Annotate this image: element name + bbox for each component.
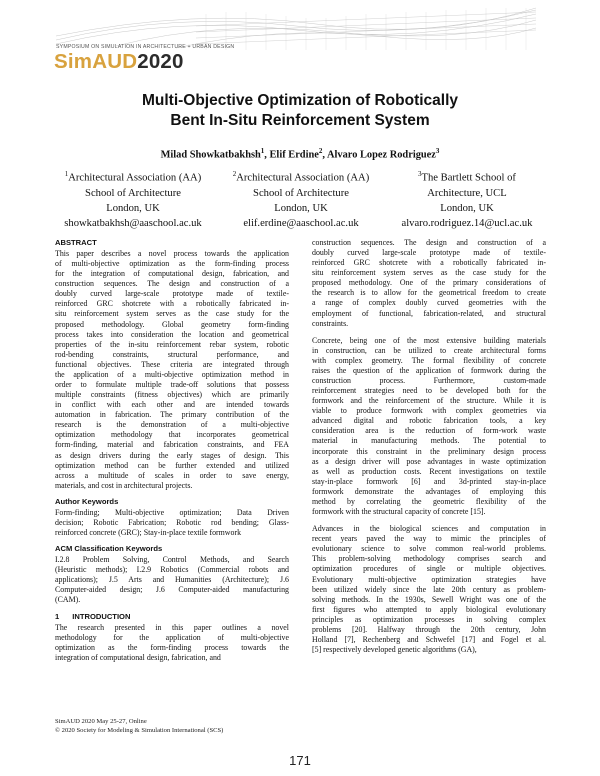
author-name: Milad Showkatbakhsh [160, 149, 261, 161]
text-line: properties of the in-situ reinforcement rebar system, robotic [55, 339, 289, 349]
footer-conference: SimAUD 2020 May 25-27, Online [55, 718, 147, 725]
affiliation-2: $^2$Architectural Association (AA) School of Architecture London, UK elif.erdine@aaschool.ac.uk [226, 167, 376, 231]
text-line: reinforcement strategies need to be developed both for the [312, 386, 546, 396]
text-line: viable to produce formwork with complex geometries via [312, 406, 546, 416]
affiliation-3: $^3$The Bartlett School of Architecture, UCL London, UK alvaro.rodriguez.14@ucl.ac.uk [392, 167, 542, 231]
text-line: optimization as the form-finding process towards the [55, 642, 289, 652]
text-line: construction sequences. The design and construction of a [55, 279, 289, 289]
text-line: research is the demonstration of a multi-objective [55, 420, 289, 430]
text-line: as well as production costs. Recent investigations on textile [312, 466, 546, 476]
text-line: recent years paved the way to mimic the principles of [312, 534, 546, 544]
text-line: construction process. Furthermore, custom-made [312, 376, 546, 386]
author-name: Elif Erdine [269, 149, 319, 161]
text-line: reinforced GRC shotcrete with a robotically fabricated in- [312, 258, 546, 268]
right-column [312, 238, 546, 655]
text-line: in conflict with each other and are intended towards [55, 400, 289, 410]
text-line: the research is to allow for the geometrical freedom to create [312, 288, 546, 298]
text-line: [5] respectively developed genetic algorithms (GA), [312, 645, 477, 655]
text-line: constraints. [312, 318, 349, 328]
keywords-heading: Author Keywords [55, 496, 119, 506]
text-line: as a design driver will pose advantages in waste optimization [312, 456, 546, 466]
text-line: optimization procedures of single or multiple objectives. [312, 564, 546, 574]
author-name: Alvaro Lopez Rodriguez [327, 149, 436, 161]
text-line: problems [20]. Halfway through the 20th century, John [312, 624, 546, 634]
text-line: methodology for the application of multi-objective [55, 632, 289, 642]
footer-copyright: © 2020 Society for Modeling & Simulation International (SCS) [55, 727, 224, 734]
paper-title [0, 91, 600, 131]
symposium-tagline: SYMPOSIUM ON SIMULATION IN ARCHITECTURE + URBAN DESIGN [56, 44, 235, 50]
text-line: integration of computational design, fabrication, and [55, 652, 221, 662]
text-line: formwork demonstrate the advantages of employing this [312, 486, 546, 496]
text-line: for the integration of computational design, fabrication, and [55, 269, 289, 279]
text-line: material in manufacturing methods. The potential to [312, 436, 546, 446]
author-email: alvaro.rodriguez.14@ucl.ac.uk [401, 217, 533, 229]
text-line: construction sequences. The design and construction of a [312, 238, 546, 247]
left-column [55, 238, 289, 663]
acm-heading: ACM Classification Keywords [55, 544, 163, 554]
paragraph [312, 238, 546, 329]
text-line: This paper describes a novel process towards the application [55, 249, 289, 258]
text-line: method by correlating the geometric flexibility of the [312, 496, 546, 506]
text-line: optimization methodology that incorporates geometrical [55, 430, 289, 440]
text-line: with complex geometry. The formal flexibility of concrete [312, 355, 546, 365]
title-line: Bent In-Situ Reinforcement System [170, 112, 430, 129]
text-line: (Heuristic methods); I.2.9 Robotics (Commercial robots and [55, 565, 289, 575]
text-line: formwork and the reinforcement of the structure. While it is [312, 396, 546, 406]
author-index: 3 [435, 147, 440, 155]
text-line: the application of a multi-objective optimization method in [55, 369, 289, 379]
text-line: Concrete, being one of the most extensive building materials [312, 335, 546, 345]
text-line: reinforced GRC shotcrete with a robotically fabricated in- [55, 299, 289, 309]
text-line: proposed methodology. Global geometry form-finding [55, 319, 289, 329]
text-line: first figures who attempted to apply biological evolutionary [312, 604, 546, 614]
text-line: Holland [7], Rechenberg and Schwefel [17] and Fogel et al. [312, 634, 546, 644]
author-email: elif.erdine@aaschool.ac.uk [243, 217, 359, 229]
text-line: advanced digital and robotic fabrication tools, a key [312, 416, 546, 426]
footer-notice [55, 717, 223, 735]
text-line: of multi-objective optimization as the form-finding process [55, 259, 289, 269]
text-line: The research presented in this paper outlines a novel [55, 622, 289, 632]
text-line: across a multitude of scales in order to save energy, [55, 470, 289, 480]
text-line: applications); J.5 Arts and Humanities (Architecture); J.6 [55, 575, 289, 585]
text-line: This problem-solving methodology comprises search and [312, 554, 546, 564]
author-index: 1 [260, 147, 265, 155]
logo-simaud: SimAUD [54, 50, 138, 73]
text-line: proposed methodology. One of the primary considerations of [312, 278, 546, 288]
text-line: incorporate this constraint in the preliminary design process [312, 446, 546, 456]
text-line: automation in fabrication. The primary contribution of the [55, 410, 289, 420]
acm-body [55, 555, 289, 605]
text-line: Evolutionary multi-objective optimization strategies have [312, 574, 546, 584]
text-line: decision; Robotic Fabrication; Robotic rod bending; Glass- [55, 517, 289, 527]
text-line: as design drivers during the early stages of design. This [55, 450, 289, 460]
title-line: Multi-Objective Optimization of Robotically [141, 92, 459, 109]
page-number: 171 [289, 753, 311, 768]
text-line: Form-finding; Multi-objective optimization; Data Driven [55, 507, 289, 517]
text-line: consideration area is the reduction of form-work waste [312, 426, 546, 436]
introduction-heading: 1 INTRODUCTION [55, 611, 131, 621]
text-line: order to formulate multiple trade-off solutions that possess [55, 380, 289, 390]
text-line: formwork with the structural capacity of concrete [15]. [312, 507, 486, 517]
text-line: raises the question of the application of formwork during the [312, 365, 546, 375]
text-line: form-finding, material and fabrication constraints, and FEA [55, 440, 289, 450]
text-line: principles as optimization processes in solving complex [312, 614, 546, 624]
introduction-body [55, 623, 289, 663]
text-line: situ reinforcement system serves as the case study for the [55, 309, 289, 319]
text-line: doubly curved large-scale prototype made of textile- [55, 289, 289, 299]
simaud-logo [54, 50, 184, 74]
author-email: showkatbakhsh@aaschool.ac.uk [64, 217, 202, 229]
text-line: process takes into consideration the location and geometrical [55, 329, 289, 339]
text-line: I.2.8 Problem Solving, Control Methods, and Search [55, 555, 289, 565]
text-line: optimization method can be further extended and utilized [55, 460, 289, 470]
logo-year: 2020 [137, 50, 184, 73]
text-line: been utilized widely since the late 20th century as problem- [312, 584, 546, 594]
affiliation-1: $^1$Architectural Association (AA) School of Architecture London, UK showkatbakhsh@aaschool.ac.uk [58, 167, 208, 231]
text-line: doubly curved large-scale prototype made of textile- [312, 248, 546, 258]
text-line: (CAM). [55, 595, 81, 605]
text-line: in construction, can be utilized to create architectural forms [312, 345, 546, 355]
text-line: materials, and cost in architectural projects. [55, 480, 193, 490]
keywords-body [55, 508, 289, 538]
text-line: stay-in-place formwork [6] and 3d-printed stay-in-place [312, 476, 546, 486]
author-index: 2 [318, 147, 323, 155]
text-line: situ reinforcement system serves as the case study for the [312, 268, 546, 278]
text-line: solving methods. In the 1930s, Sewell Wright was one of the [312, 594, 546, 604]
author-list: Milad Showkatbakhsh$^1$, Elif Erdine$^2$, Alvaro Lopez Rodriguez$^3$ [160, 147, 440, 161]
text-line: Advances in the biological sciences and computation in [312, 524, 546, 534]
text-line: a range of complex doubly curved geometries with the [312, 298, 546, 308]
text-line: Computer-aided design; J.6 Computer-aided manufacturing [55, 585, 289, 595]
text-line: employment of functional, fabrication-related, and structural [312, 308, 546, 318]
paragraph [312, 336, 546, 517]
paragraph [312, 524, 546, 655]
text-line: rod-bending constraints, structural performance, and [55, 349, 289, 359]
text-line: multiple constraints (fitness objectives) which are primarily [55, 390, 289, 400]
abstract-body [55, 249, 289, 491]
text-line: reinforced concrete (GRC); Stay-in-place textile formwork [55, 528, 242, 538]
abstract-heading: ABSTRACT [55, 238, 97, 247]
text-line: functional objectives. These criteria are integrated through [55, 359, 289, 369]
text-line: evolutionary science to solve common real-world problems. [312, 544, 546, 554]
